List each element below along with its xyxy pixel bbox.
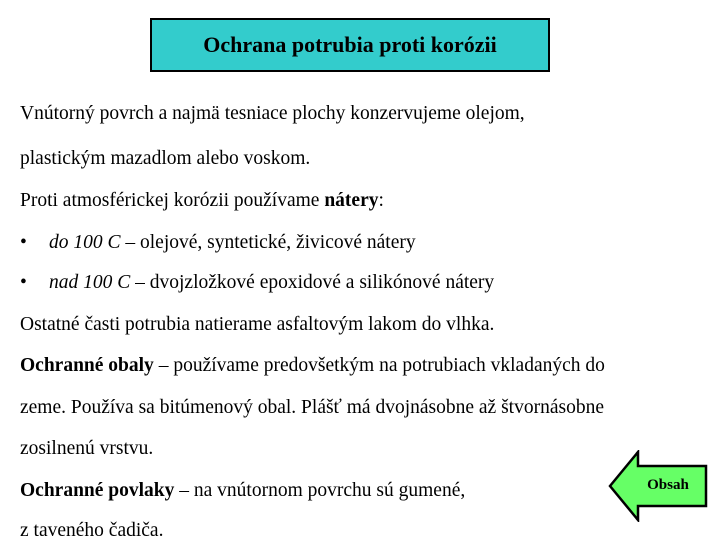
paragraph-line: zeme. Používa sa bitúmenový obal. Plášť má dvojnásobne až štvornásobne [20,397,604,418]
text-span: – používame predovšetkým na potrubiach vkladaných do [153,355,605,376]
bullet-label: do 100 C [49,232,121,253]
paragraph-line: Ostatné časti potrubia natierame asfaltovým lakom do vlhka. [20,314,495,335]
slide-title: Ochrana potrubia proti korózii [203,32,497,57]
text-span: Proti atmosférickej korózii používame [20,190,325,211]
slide-title-box [150,18,550,72]
bullet-text: – olejové, syntetické, živicové nátery [120,232,416,253]
bullet-icon: • [20,272,27,293]
bullet-label: nad 100 C [49,272,131,293]
bullet-icon: • [20,232,27,253]
contents-nav-label[interactable]: Obsah [647,477,689,493]
paragraph-protective-wraps [20,356,605,376]
paragraph-line: Vnútorný povrch a najmä tesniace plochy konzervujeme olejom, [20,103,525,124]
contents-nav-button[interactable] [608,450,708,522]
paragraph-line: z taveného čadiča. [20,520,164,541]
bold-term-obaly: Ochranné obaly [20,355,154,376]
bullet-text: – dvojzložkové epoxidové a silikónové nátery [130,272,495,293]
paragraph-coatings-intro [20,191,384,211]
bullet-item [20,273,494,293]
bold-term-natery: nátery [324,190,379,211]
bold-term-povlaky: Ochranné povlaky [20,480,175,501]
text-span: : [378,190,384,211]
paragraph-line: zosilnenú vrstvu. [20,438,154,459]
bullet-item [20,233,416,253]
paragraph-line: plastickým mazadlom alebo voskom. [20,148,311,169]
paragraph-protective-linings [20,481,465,501]
text-span: – na vnútornom povrchu sú gumené, [174,480,466,501]
